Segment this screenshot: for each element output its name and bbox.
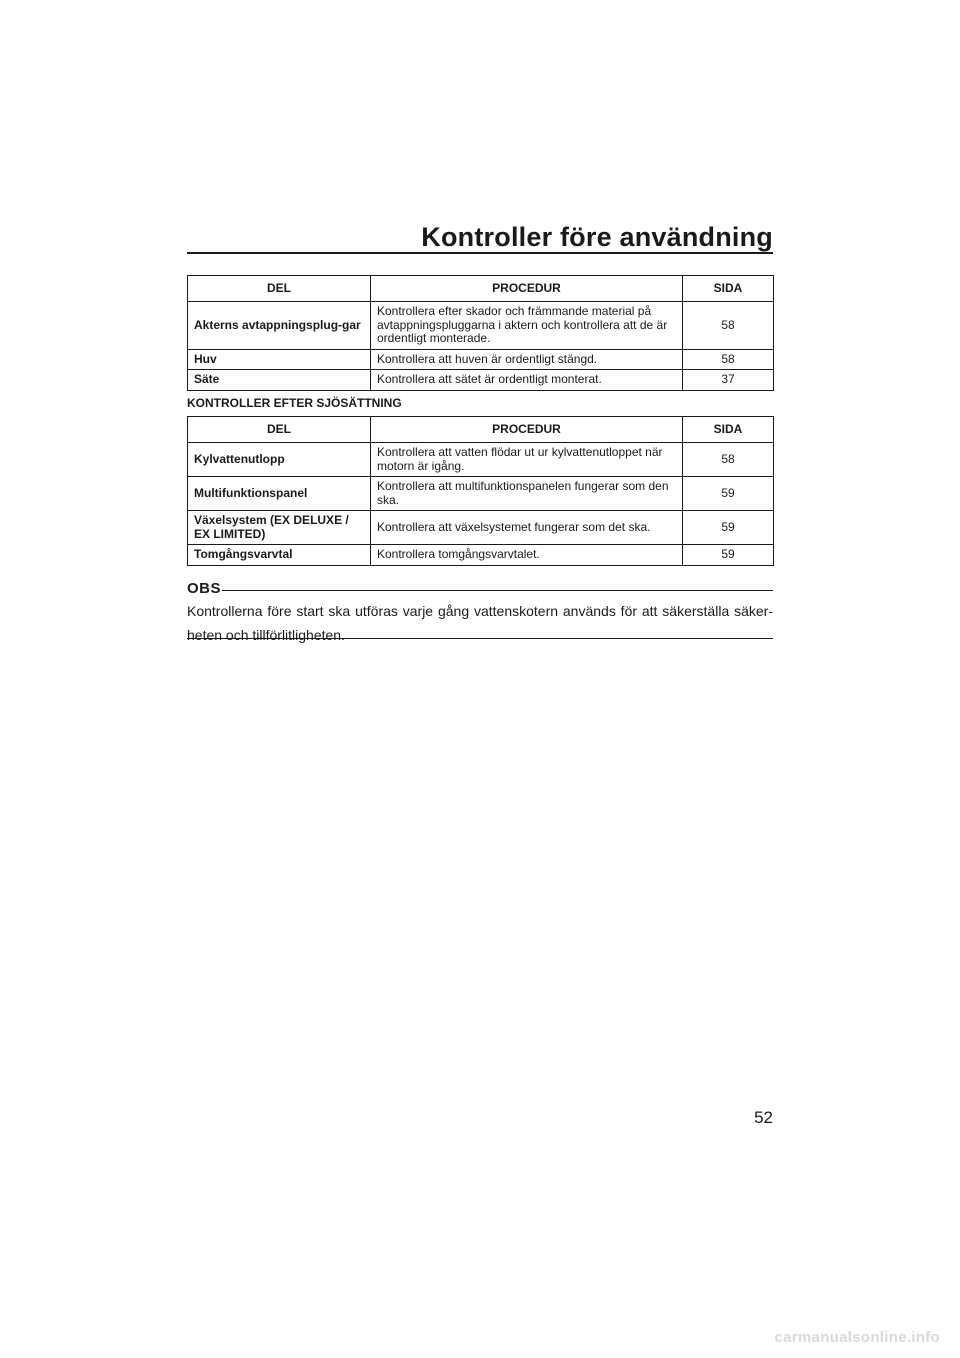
page-cell: 58 [683, 349, 774, 370]
page-cell: 59 [683, 511, 774, 545]
table-row [188, 349, 774, 370]
procedure-cell: Kontrollera att huven är ordentligt stängd. [371, 349, 683, 370]
page-title: Kontroller före användning [421, 222, 773, 252]
procedure-cell: Kontrollera att multifunktionspanelen fungerar som den ska. [371, 477, 683, 511]
table-header-row [188, 417, 774, 443]
watermark: carmanualsonline.info [774, 1329, 940, 1346]
note-rule-bottom [187, 638, 773, 639]
procedure-cell: Kontrollera att växelsystemet fungerar som det ska. [371, 511, 683, 545]
table-row [188, 511, 774, 545]
column-header-part: DEL [188, 417, 371, 443]
column-header-page: SIDA [683, 417, 774, 443]
page-cell: 59 [683, 545, 774, 566]
part-cell: Kylvattenutlopp [188, 443, 371, 477]
column-header-page: SIDA [683, 276, 774, 302]
page-cell: 58 [683, 302, 774, 350]
part-cell: Akterns avtappningsplug-gar [188, 302, 371, 350]
table-row [188, 545, 774, 566]
procedure-cell: Kontrollera att sätet är ordentligt monterat. [371, 370, 683, 391]
page-cell: 58 [683, 443, 774, 477]
note-rule-top [222, 590, 773, 591]
column-header-procedure: PROCEDUR [371, 276, 683, 302]
page-cell: 37 [683, 370, 774, 391]
procedure-cell: Kontrollera tomgångsvarvtalet. [371, 545, 683, 566]
table-row [188, 477, 774, 511]
page-cell: 59 [683, 477, 774, 511]
table-row [188, 370, 774, 391]
part-cell: Säte [188, 370, 371, 391]
table-row [188, 302, 774, 350]
title-rule [187, 252, 773, 254]
part-cell: Växelsystem (EX DELUXE / EX LIMITED) [188, 511, 371, 545]
page-number: 52 [754, 1108, 773, 1127]
note-text: Kontrollerna före start ska utföras varje gång vattenskotern används för att säkerställa säker-heten och tillförlitligheten. [187, 603, 773, 643]
section-heading: KONTROLLER EFTER SJÖSÄTTNING [187, 396, 402, 410]
column-header-procedure: PROCEDUR [371, 417, 683, 443]
table-row [188, 443, 774, 477]
pre-launch-checks-table [187, 275, 774, 391]
column-header-part: DEL [188, 276, 371, 302]
part-cell: Tomgångsvarvtal [188, 545, 371, 566]
part-cell: Huv [188, 349, 371, 370]
procedure-cell: Kontrollera att vatten flödar ut ur kylvattenutloppet när motorn är igång. [371, 443, 683, 477]
post-launch-checks-table [187, 416, 774, 566]
part-cell: Multifunktionspanel [188, 477, 371, 511]
procedure-cell: Kontrollera efter skador och främmande material på avtappningspluggarna i aktern och kontrollera att de är ordentligt monterade. [371, 302, 683, 350]
table-header-row [188, 276, 774, 302]
note-label: OBS [187, 580, 222, 597]
